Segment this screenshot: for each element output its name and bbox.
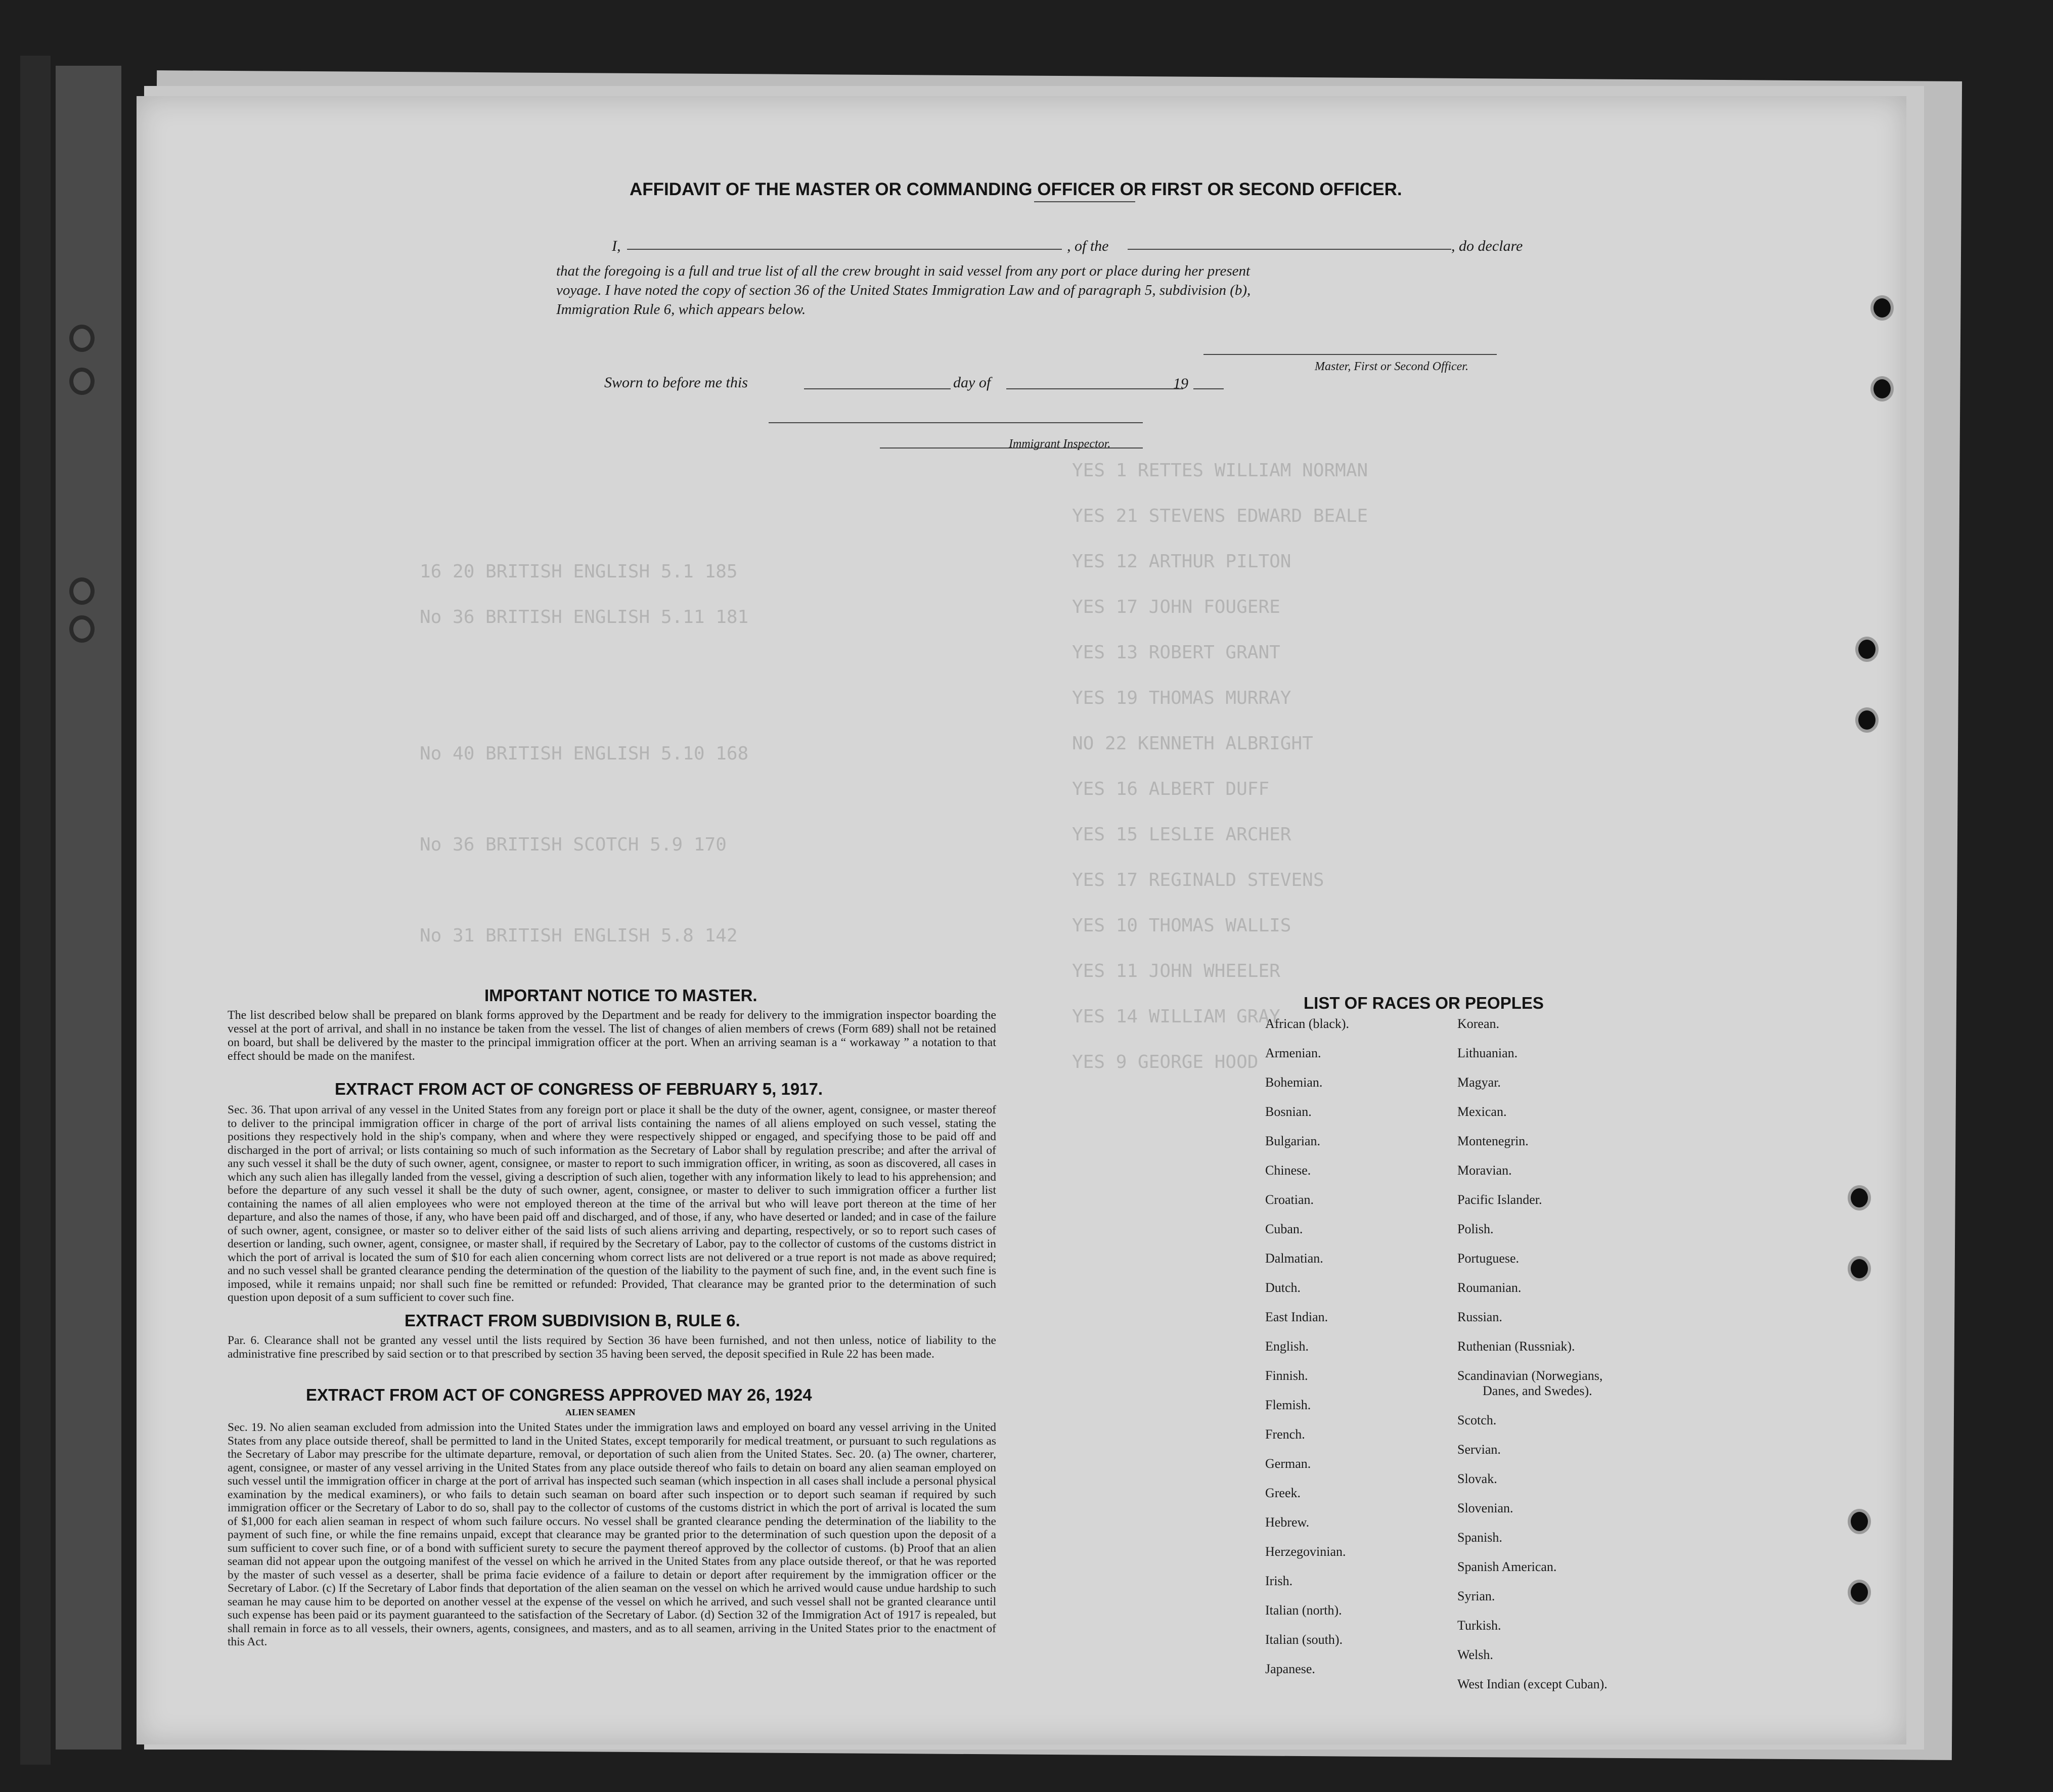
race-item: Herzegovinian. xyxy=(1265,1544,1346,1559)
race-item: Slovenian. xyxy=(1457,1501,1513,1515)
race-item: English. xyxy=(1265,1339,1309,1354)
race-item: Croatian. xyxy=(1265,1192,1314,1207)
race-item: East Indian. xyxy=(1265,1310,1328,1324)
race-item: Chinese. xyxy=(1265,1163,1311,1178)
scan-border-left-inner xyxy=(56,66,121,1750)
affidavit-i-label: I, xyxy=(612,238,621,254)
race-item: Danes, and Swedes). xyxy=(1483,1383,1592,1398)
affidavit-body-line-1: that the foregoing is a full and true list of all the crew brought in said vessel from any port or place during her present xyxy=(556,263,1251,279)
race-item: Servian. xyxy=(1457,1442,1501,1457)
race-item: Greek. xyxy=(1265,1486,1301,1500)
notice-text: The list described below shall be prepared on blank forms approved by the Department and be ready for delivery to the immigration inspector boarding the vessel at the port of arrival, and shall in no instance be taken from the vessel. The list of changes of alien members of crews (Form 689) shall not be retained on board, but shall be delivered by the master to the principal immigration officer at the port. When an arriving seaman is a “ workaway ” a notation to that effect should be made on the manifest. xyxy=(228,1009,996,1063)
race-item: Polish. xyxy=(1457,1222,1494,1236)
affidavit-body-line-3: Immigration Rule 6, which appears below. xyxy=(556,301,806,318)
master-signature-label: Master, First or Second Officer. xyxy=(1315,360,1468,373)
race-item: Syrian. xyxy=(1457,1589,1495,1603)
race-item: Ruthenian (Russniak). xyxy=(1457,1339,1575,1354)
affidavit-title: AFFIDAVIT OF THE MASTER OR COMMANDING OFFICER OR FIRST OR SECOND OFFICER. xyxy=(630,180,1402,199)
race-item: Japanese. xyxy=(1265,1662,1315,1676)
race-item: African (black). xyxy=(1265,1016,1350,1031)
race-item: Flemish. xyxy=(1265,1398,1311,1412)
inspector-signature-line xyxy=(769,422,1143,423)
name-field-line xyxy=(627,249,1062,250)
race-item: Russian. xyxy=(1457,1310,1502,1324)
race-item: Armenian. xyxy=(1265,1046,1321,1060)
race-item: French. xyxy=(1265,1427,1305,1442)
race-item: Scotch. xyxy=(1457,1413,1497,1427)
race-item: Italian (south). xyxy=(1265,1632,1343,1647)
affidavit-body-line-2: voyage. I have noted the copy of section 36 of the United States Immigration Law and of paragraph 5, subdivision (b), xyxy=(556,282,1251,298)
race-item: Korean. xyxy=(1457,1016,1500,1031)
day-of-label: day of xyxy=(953,374,991,391)
scan-border-left xyxy=(20,56,51,1765)
race-item: Mexican. xyxy=(1457,1104,1507,1119)
race-item: Scandinavian (Norwegians, xyxy=(1457,1368,1603,1383)
affidavit-of-the-label: , of the xyxy=(1067,238,1109,254)
race-item: West Indian (except Cuban). xyxy=(1457,1677,1608,1691)
affidavit-declare-label: , do declare xyxy=(1451,238,1523,254)
extract-1917-text: Sec. 36. That upon arrival of any vessel in the United States from any foreign port or place it shall be the duty of the owner, agent, consignee, or master thereof to deliver to the principal immigration officer in charge of the port of arrival lists containing the names of all aliens employed on such vessel, stating the positions they respectively hold in the ship's company, when and where they were respectively shipped or engaged, and specifying those to be paid off and discharged in the port of arrival; or lists containing so much of such information as the Secretary of Labor shall by regulation prescribe; and after the arrival of any such vessel it shall be the duty of such owner, agent, consignee, or master to report to such immigration officer, in writing, as soon as discovered, all cases in which any such alien has illegally landed from the vessel, giving a description of such alien, together with any information likely to lead to his apprehension; and before the departure of any such vessel it shall be the duty of such owner, agent, consignee, or master to deliver to such immigration officer a further list containing the names of all alien employees who were not employed thereon at the time of the arrival but who will leave port thereon at the time of her departure, and also the names of those, if any, who have been paid off and discharged, and of those, if any, who have deserted or landed; and in case of the failure of such owner, agent, consignee, or master so to deliver either of the said lists of such aliens arriving and departing, respectively, or so to report such cases of desertion or landing, such owner, agent, consignee, or master shall, if required by the Secretary of Labor, pay to the collector of customs of the customs district in which the port of arrival is located the sum of $10 for each alien concerning whom correct lists are not delivered or a true report is not made as above required; and no such vessel shall be granted clearance pending the determination of the question of the liability to the payment of such fine, and, in the event such fine is imposed, while it remains unpaid; nor shall such fine be remitted or refunded: Provided, That clearance may be granted prior to the determination of such question upon deposit of a sum sufficient to cover such fine. xyxy=(228,1103,996,1304)
race-item: Finnish. xyxy=(1265,1368,1308,1383)
race-item: Dutch. xyxy=(1265,1280,1301,1295)
race-item: Hebrew. xyxy=(1265,1515,1310,1530)
extract-1924-subtitle: ALIEN SEAMEN xyxy=(565,1407,636,1417)
manifest-page: YES 1 RETTES WILLIAM NORMAN YES 21 STEVENS EDWARD BEALE YES 12 ARTHUR PILTON YES 17 JOHN FOUGERE YES 13 ROBERT GRANT YES 19 THOMAS MURRAY NO 22 KENNETH ALBRIGHT YES 16 ALBERT DUFF YES 15 LESLIE ARCHER YES 17 REGINALD STEVENS YES 10 THOMAS WALLIS YES 11 JOHN WHEELER YES 14 WILLIAM GRAY YES 9 GEORGE HOOD 16 20 BRITISH ENGLISH 5.1 185 No 36 BRITISH ENGLISH 5.11 181 No 40 BRITISH ENGLISH 5.10 168 No 36 BRITISH SCOTCH 5.9 170 No 31 BRITISH ENGLISH 5.8 142 AFFIDAVIT OF THE MASTER OR COMMANDING OFFICER OR FIRST OR SECOND OFFICER. I, , of the , do declare that the foregoing is a full and true list of all the crew brought in said vessel from any port or place during her present voyage. I have noted the copy of section 36 of the United States Immigration Law and of paragraph 5, subdivision (b), Immigration Rule 6, which appears below. Master, First or Second Officer. Sworn to before me this day of 19 Immigrant Inspector. IMPORTANT NOTICE TO MASTER. The list described below shall be prepared on blank forms approved by the Department and be ready for delivery to the immigration inspector boarding the vessel at the port of arrival, and shall in no instance be taken from the vessel. The list of changes of alien members of crews (Form 689) shall not be retained on board, but shall be delivered by the master to the principal immigration officer at the port. When an arriving seaman is a “ workaway ” a notation to that effect should be made on the manifest. EXTRACT FROM ACT OF CONGRESS OF FEBRUARY 5, 1917. Sec. 36. That upon arrival of any vessel in the United States from any foreign port or place it shall be the duty of the owner, agent, consignee, or master thereof to deliver to the principal immigration officer in charge of the port of arrival lists containing the names of all aliens employed on such vessel, stating the positions they respectively hold in the ship's company, when and where they were respectively shipped or engaged, and specifying those to be paid off and discharged in the port of arrival; or lists containing so much of such information as the Secretary of Labor shall by regulation prescribe; and after the arrival of any such vessel it shall be the duty of such owner, agent, consignee, or master to report to such immigration officer, in writing, as soon as discovered, all cases in which any such alien has illegally landed from the vessel, giving a description of such alien, together with any information likely to lead to his apprehension; and before the departure of any such vessel it shall be the duty of such owner, agent, consignee, or master to deliver to such immigration officer a further list containing the names of all alien employees who were not employed thereon at the time of the arrival but who will leave port thereon at the time of her departure, and also the names of those, if any, who have been paid off and discharged, and of those, if any, who have deserted or landed; and in case of the failure of such owner, agent, consignee, or master so to deliver either of the said lists of such aliens arriving and departing, respectively, or so to report such cases of desertion or landing, such owner, agent, consignee, or master shall, if required by the Secretary of Labor, pay to the collector of customs of the customs district in which the port of arrival is located the sum of $10 for each alien concerning whom correct lists are not delivered or a true report is not made as above required; and no such vessel shall be granted clearance pending the determination of the question of the liability to the payment of such fine, and, in the event such fine is imposed, while it remains unpaid; nor shall such fine be remitted or refunded: Provided, That clearance may be granted prior to the determination of such question upon deposit of a sum sufficient to cover such fine. EXTRACT FROM SUBDIVISION B, RULE 6. Par. 6. Clearance shall not be granted any vessel until the lists required by Section 36 have been furnished, and not then unless, notice of liability to the administrative fine prescribed by said section or to that prescribed by section 35 having been served, the deposit specified in Rule 22 has been made. EXTRACT FROM ACT OF CONGRESS APPROVED MAY 26, 1924 ALIEN SEAMEN Sec. 19. No alien seaman excluded from admission into the United States under the immigration laws and employed on board any vessel arriving in the United States from any place outside thereof, shall be permitted to land in the United States, except temporarily for medical treatment, or pursuant to such regulations as the Secretary of Labor may prescribe for the ultimate departure, removal, or deportation of such alien from the United States. Sec. 20. (a) The owner, charterer, agent, consignee, or master of any vessel arriving in the United States from any place outside thereof who fails to detain on board any alien seaman employed on such vessel until the immigration officer in charge at the port of arrival has inspected such seaman (which inspection in all cases shall include a personal physical examination by the medical examiners), or who fails to detain such seaman on board after such inspection or to deport such seaman if required by such immigration officer or the Secretary of Labor to do so, shall pay to the collector of customs of the customs district in which the port of arrival is located the sum of $1,000 for each alien seaman in respect of whom such failure occurs. No vessel shall be granted clearance pending the determination of the liability to the payment of such fine, or while the fine remains unpaid, except that clearance may be granted prior to the determination of such question upon the deposit of a sum sufficient to cover such fine, or of a bond with sufficient surety to secure the payment thereof approved by the collector of customs. (b) Proof that an alien seaman did not appear upon the outgoing manifest of the vessel on which he arrived in the United States from any place outside thereof, or that he was reported by the master of such vessel as a deserter, shall be prima facie evidence of a failure to detain or deport after requirement by the immigration officer or the Secretary of Labor. (c) If the Secretary of Labor finds that deportation of the alien seaman on the vessel on which he arrived would cause undue hardship to such seaman he may cause him to be deported on another vessel at the expense of the vessel on which he arrived, and such vessel shall not be granted clearance until such expense has been paid or its payment guaranteed to the satisfaction of the Secretary of Labor. (d) Section 32 of the Immigration Act of 1917 is repealed, but shall remain in force as to all vessels, their owners, agents, consignees, and masters, and as to all seamen, arriving in the United States prior to the enactment of this Act. LIST OF RACES OR PEOPLES African (black). Armenian. Bohemian. Bosnian. Bulgarian. Chinese. Croatian. Cuban. Dalmatian. Dutch. East Indian. English. Finnish. Flemish. French. German. Greek. Hebrew. Herzegovinian. Irish. Italian (north). Italian (south). Japanese. Korean. Lithuanian. Magyar. Mexican. Montenegrin. Moravian. Pacific Islander. Polish. Portuguese. Roumanian. Russian. Ruthenian (Russniak). Scandinavian (Norwegians, Danes, and Swedes). Scotch. Servian. Slovak. Slovenian. Spanish. Spanish American. Syrian. Turkish. Welsh. West Indian (except Cuban). xyxy=(137,96,1906,1744)
extract-1924-text: Sec. 19. No alien seaman excluded from admission into the United States under the immigration laws and employed on board any vessel arriving in the United States from any place outside thereof, shall be permitted to land in the United States, except temporarily for medical treatment, or pursuant to such regulations as the Secretary of Labor may prescribe for the ultimate departure, removal, or deportation of such alien from the United States. Sec. 20. (a) The owner, charterer, agent, consignee, or master of any vessel arriving in the United States from any place outside thereof who fails to detain on board any alien seaman employed on such vessel until the immigration officer in charge at the port of arrival has inspected such seaman (which inspection in all cases shall include a personal physical examination by the medical examiners), or who fails to detain such seaman on board after such inspection or to deport such seaman if required by such immigration officer or the Secretary of Labor to do so, shall pay to the collector of customs of the customs district in which the port of arrival is located the sum of $1,000 for each alien seaman in respect of whom such failure occurs. No vessel shall be granted clearance pending the determination of the liability to the payment of such fine, or while the fine remains unpaid, except that clearance may be granted prior to the determination of such question upon the deposit of a sum sufficient to cover such fine, or of a bond with sufficient surety to secure the payment thereof approved by the collector of customs. (b) Proof that an alien seaman did not appear upon the outgoing manifest of the vessel on which he arrived in the United States from any place outside thereof, or that he was reported by the master of such vessel as a deserter, shall be prima facie evidence of a failure to detain or deport after requirement by the immigration officer or the Secretary of Labor. (c) If the Secretary of Labor finds that deportation of the alien seaman on the vessel on which he arrived would cause undue hardship to such seaman he may cause him to be deported on another vessel at the expense of the vessel on which he arrived, and such vessel shall not be granted clearance until such expense has been paid or its payment guaranteed to the satisfaction of the Secretary of Labor. (d) Section 32 of the Immigration Act of 1917 is repealed, but shall remain in force as to all vessels, their owners, agents, consignees, and masters, and as to all seamen, arriving in the United States prior to the enactment of this Act. xyxy=(228,1421,996,1648)
extract-rule6-title: EXTRACT FROM SUBDIVISION B, RULE 6. xyxy=(405,1311,740,1330)
year-label: 19 xyxy=(1173,375,1188,392)
race-item: Spanish American. xyxy=(1457,1559,1557,1574)
race-item: Pacific Islander. xyxy=(1457,1192,1542,1207)
sworn-label: Sworn to before me this xyxy=(604,374,748,391)
race-item: Spanish. xyxy=(1457,1530,1502,1545)
race-item: Portuguese. xyxy=(1457,1251,1520,1266)
race-item: Bulgarian. xyxy=(1265,1134,1321,1148)
race-item: Slovak. xyxy=(1457,1471,1497,1486)
race-item: Welsh. xyxy=(1457,1647,1493,1662)
sworn-day-line xyxy=(804,388,951,389)
sworn-month-line xyxy=(1006,388,1183,389)
title-underline xyxy=(1034,201,1135,202)
extract-1924-title: EXTRACT FROM ACT OF CONGRESS APPROVED MAY 26, 1924 xyxy=(306,1385,812,1404)
extract-rule6-text: Par. 6. Clearance shall not be granted any vessel until the lists required by Section 36 have been furnished, and not then unless, notice of liability to the administrative fine prescribed by said section or to that prescribed by section 35 having been served, the deposit specified in Rule 22 has been made. xyxy=(228,1334,996,1361)
race-item: Turkish. xyxy=(1457,1618,1501,1633)
race-item: Moravian. xyxy=(1457,1163,1512,1178)
race-item: Montenegrin. xyxy=(1457,1134,1529,1148)
race-item: Cuban. xyxy=(1265,1222,1303,1236)
race-item: Magyar. xyxy=(1457,1075,1501,1090)
race-item: Bohemian. xyxy=(1265,1075,1323,1090)
notice-title: IMPORTANT NOTICE TO MASTER. xyxy=(484,986,757,1005)
race-item: Dalmatian. xyxy=(1265,1251,1323,1266)
race-item: Roumanian. xyxy=(1457,1280,1522,1295)
extract-1917-title: EXTRACT FROM ACT OF CONGRESS OF FEBRUARY 5, 1917. xyxy=(335,1080,823,1098)
sworn-year-line xyxy=(1193,388,1224,389)
race-item: Italian (north). xyxy=(1265,1603,1342,1618)
vessel-field-line xyxy=(1128,249,1451,250)
races-title: LIST OF RACES OR PEOPLES xyxy=(1304,994,1544,1012)
master-signature-line xyxy=(1203,354,1497,355)
inspector-label: Immigrant Inspector. xyxy=(1009,437,1111,451)
race-item: Irish. xyxy=(1265,1574,1293,1588)
race-item: Bosnian. xyxy=(1265,1104,1312,1119)
race-item: Lithuanian. xyxy=(1457,1046,1518,1060)
race-item: German. xyxy=(1265,1456,1311,1471)
